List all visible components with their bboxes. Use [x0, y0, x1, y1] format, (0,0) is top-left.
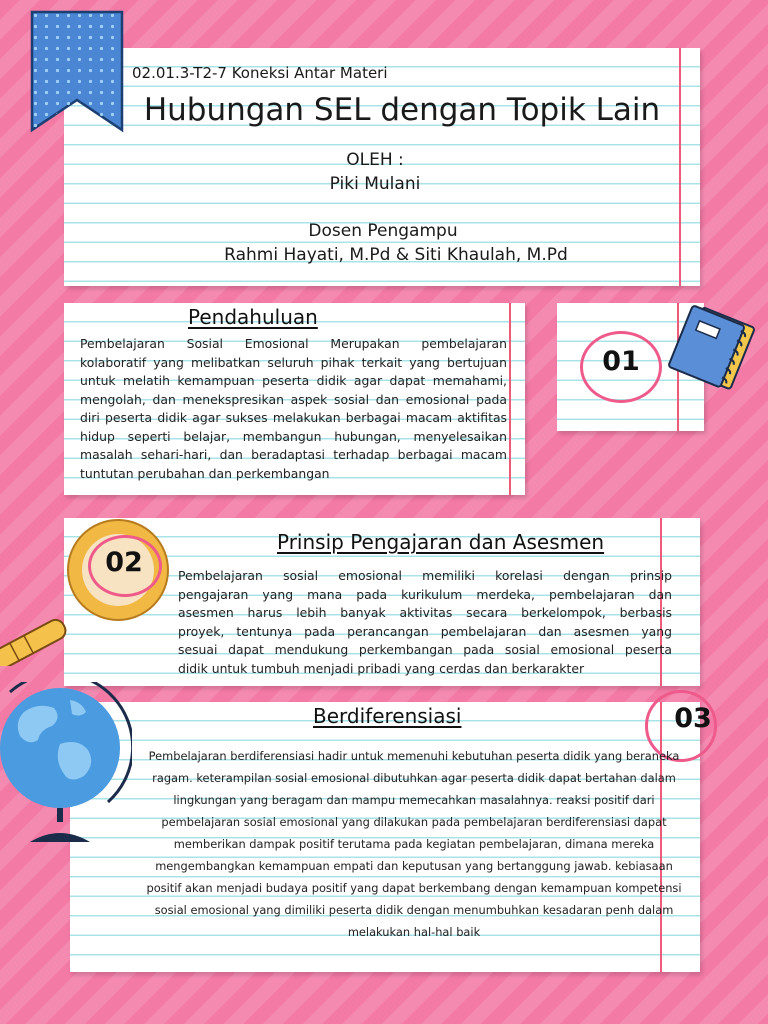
- principles-paragraph: Pembelajaran sosial emosional memiliki korelasi dengan prinsip pengajaran yang mana pada kurikulum merdeka, pembelajaran dan asesmen harus lebih banyak aktivitas secara berkelompok, berbasis proyek, tentunya pada perancangan pembelajaran dan asesmen yang sesuai dapat mendukung perkembangan pada sosial emosional peserta didik untuk tumbuh menjadi pribadi yang cerdas dan berkarakter: [178, 568, 672, 676]
- section-number-01: 01: [602, 346, 640, 377]
- section-title-principles: Prinsip Pengajaran dan Asesmen: [277, 530, 605, 554]
- globe-icon: [0, 682, 132, 847]
- intro-paragraph: Pembelajaran Sosial Emosional Merupakan pembelajaran kolaboratif yang melibatkan seluruh pihak terkait yang bertujuan untuk melatih kemampuan peserta didik agar dapat memahami, mengolah, dan menekspresikan aspek sosial dan emosional pada diri peserta didik agar sukses melakukan berbagai macam aktifitas hidup seperti belajar, membangun hubungan, menyelesaikan masalah sehari-hari, dan beradaptasi terhadap berbagai macam tuntutan perubahan dan perkembangan: [80, 336, 507, 481]
- lecturer-label: Dosen Pengampu: [308, 221, 458, 241]
- page-title: Hubungan SEL dengan Topik Lain: [143, 92, 661, 128]
- by-label: OLEH :: [346, 150, 404, 170]
- bookmark-ribbon: [30, 10, 126, 134]
- author-name: Piki Mulani: [329, 174, 421, 194]
- differentiation-paragraph: Pembelajaran berdiferensiasi hadir untuk memenuhi kebutuhan peserta didik yang beraneka ragam. keterampilan sosial emosional dibutuhkan agar peserta didik dapat bertahan dalam lingkungan yang beragam dan mampu memecahkan masalahnya. reaksi positif dari pembelajaran sosial emosional yang dilakukan pada pembelajaran berdiferensiasi dapat memberikan dampak positif terutama pada kegiatan pembelajaran, dimana mereka mengembangkan kemampuan empati dan keputusan yang bertanggung jawab. kebiasaan positif akan menjadi budaya positif yang dapat berkembang dengan kemampuan kompetensi sosial emosional yang dimiliki peserta didik dengan menumbuhkan kesadaran penh dalam melakukan hal-hal baik: [146, 749, 682, 939]
- section-number-03: 03: [674, 703, 712, 734]
- section-title-intro: Pendahuluan: [188, 305, 318, 329]
- lecturer-names: Rahmi Hayati, M.Pd & Siti Khaulah, M.Pd: [224, 245, 568, 265]
- section-title-differentiation: Berdiferensiasi: [313, 704, 462, 728]
- material-code: 02.01.3-T2-7 Koneksi Antar Materi: [132, 64, 388, 82]
- notebook-icon: [648, 300, 758, 396]
- section-number-02: 02: [105, 547, 143, 578]
- magnifier-icon: [0, 516, 180, 666]
